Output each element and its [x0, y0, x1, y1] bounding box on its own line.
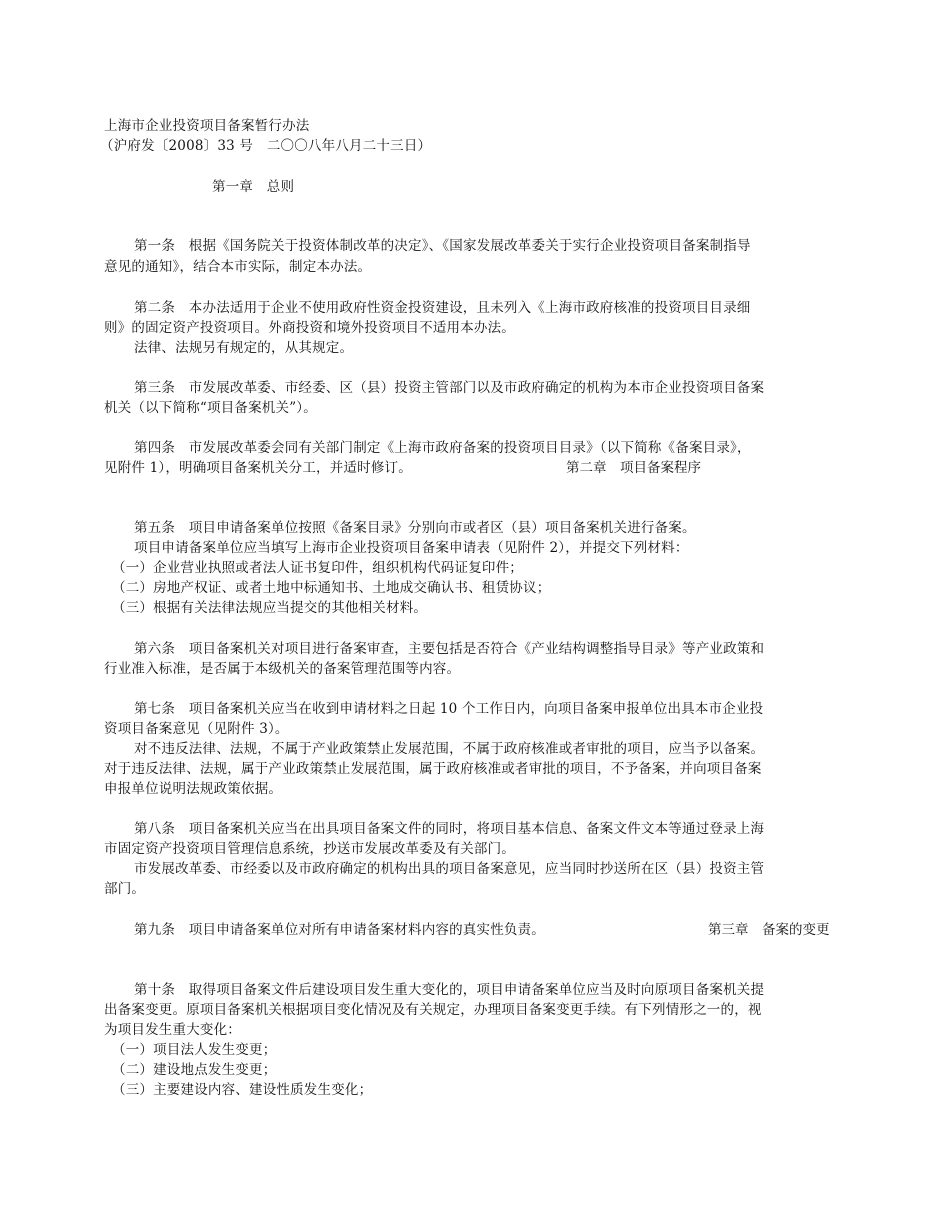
article-3-line-1: 第三条 市发展改革委、市经委、区（县）投资主管部门以及市政府确定的机构为本市企业投资项目备案	[134, 380, 765, 396]
document-reference: （沪府发〔2008〕33 号 二〇〇八年八月二十三日）	[100, 138, 432, 154]
article-2-line-2: 则》的固定资产投资项目。外商投资和境外投资项目不适用本办法。	[104, 320, 515, 336]
article-10-line-1: 第十条 取得项目备案文件后建设项目发生重大变化的，项目申请备案单位应当及时向原项目备案机关提	[134, 982, 765, 998]
article-10-line-2: 出备案变更。原项目备案机关根据项目变化情况及有关规定，办理项目备案变更手续。有下列情形之一的，视	[104, 1002, 762, 1018]
article-10-item-2: （二）建设地点发生变更；	[112, 1062, 277, 1078]
chapter-heading-2: 第二章 项目备案程序	[566, 460, 701, 476]
article-7-line-4: 对于违反法律、法规，属于产业政策禁止发展范围，属于政府核准或者审批的项目，不予备案，并向项目备案	[104, 761, 762, 777]
article-5-item-3: （三）根据有关法律法规应当提交的其他相关材料。	[112, 600, 428, 616]
chapter-heading-3: 第三章 备案的变更	[708, 922, 830, 938]
article-1-line-2: 意见的通知》，结合本市实际，制定本办法。	[104, 259, 372, 275]
article-2-line-1: 第二条 本办法适用于企业不使用政府性资金投资建设，且未列入《上海市政府核准的投资项目目录细	[134, 300, 751, 316]
article-5-line-2: 项目申请备案单位应当填写上海市企业投资项目备案申请表（见附件 2），并提交下列材料：	[134, 540, 689, 556]
article-8-line-2: 市固定资产投资项目管理信息系统，抄送市发展改革委及有关部门。	[104, 841, 515, 857]
article-7-line-2: 资项目备案意见（见附件 3）。	[104, 721, 289, 737]
article-5-item-1: （一）企业营业执照或者法人证书复印件，组织机构代码证复印件；	[112, 560, 523, 576]
article-6-line-1: 第六条 项目备案机关对项目进行备案审查，主要包括是否符合《产业结构调整指导目录》等产业政策和	[134, 641, 765, 657]
article-4-line-1: 第四条 市发展改革委会同有关部门制定《上海市政府备案的投资项目目录》（以下简称《备案目录》，	[134, 440, 751, 456]
article-8-line-3: 市发展改革委、市经委以及市政府确定的机构出具的项目备案意见，应当同时抄送所在区（县）投资主管	[134, 861, 765, 877]
chapter-heading-1: 第一章 总则	[212, 179, 295, 195]
article-4-line-2: 见附件 1），明确项目备案机关分工，并适时修订。	[104, 460, 412, 476]
article-9-line-1: 第九条 项目申请备案单位对所有申请备案材料内容的真实性负责。	[134, 922, 545, 938]
article-5-line-1: 第五条 项目申请备案单位按照《备案目录》分别向市或者区（县）项目备案机关进行备案。	[134, 520, 696, 536]
article-7-line-5: 申报单位说明法规政策依据。	[104, 781, 283, 797]
article-10-item-3: （三）主要建设内容、建设性质发生变化；	[112, 1082, 373, 1098]
article-3-line-2: 机关（以下简称“项目备案机关”）。	[104, 400, 317, 416]
article-10-item-1: （一）项目法人发生变更；	[112, 1042, 277, 1058]
article-2-line-3: 法律、法规另有规定的，从其规定。	[134, 340, 354, 356]
article-5-item-2: （二）房地产权证、或者土地中标通知书、土地成交确认书、租赁协议；	[112, 580, 551, 596]
article-8-line-4: 部门。	[104, 881, 146, 897]
document-title: 上海市企业投资项目备案暂行办法	[104, 118, 310, 134]
article-7-line-3: 对不违反法律、法规，不属于产业政策禁止发展范围，不属于政府核准或者审批的项目，应当予以备案。	[134, 741, 765, 757]
article-8-line-1: 第八条 项目备案机关应当在出具项目备案文件的同时，将项目基本信息、备案文件文本等通过登录上海	[134, 821, 765, 837]
article-1-line-1: 第一条 根据《国务院关于投资体制改革的决定》、《国家发展改革委关于实行企业投资项目备案制指导	[134, 238, 751, 254]
article-6-line-2: 行业准入标准，是否属于本级机关的备案管理范围等内容。	[104, 661, 461, 677]
article-10-line-3: 为项目发生重大变化：	[104, 1022, 241, 1038]
article-7-line-1: 第七条 项目备案机关应当在收到申请材料之日起 10 个工作日内，向项目备案申报单位出具本市企业投	[134, 701, 764, 717]
